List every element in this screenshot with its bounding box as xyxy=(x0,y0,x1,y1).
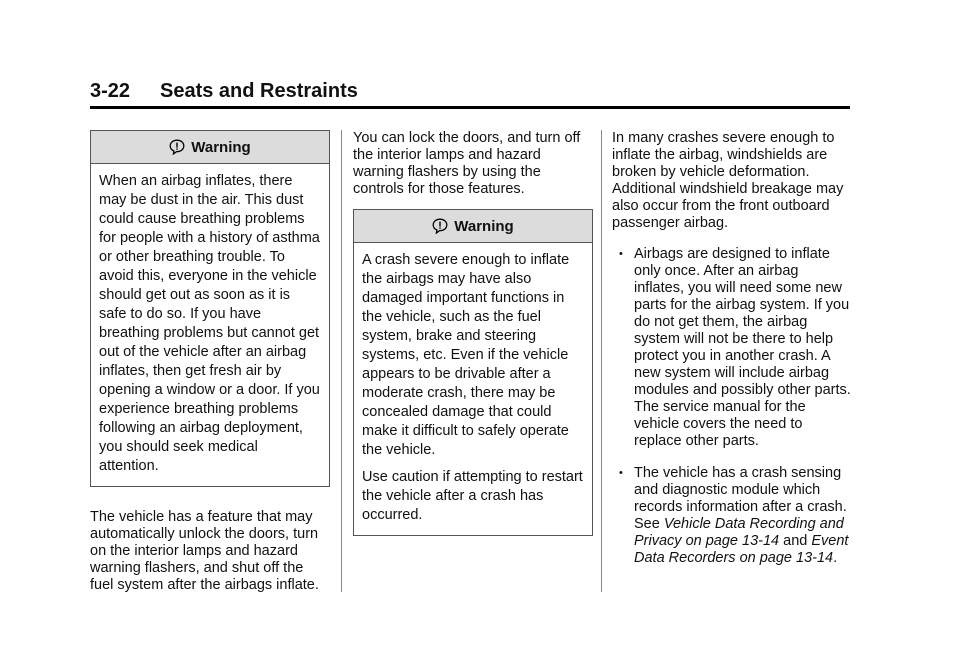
body-paragraph: In many crashes severe enough to inflate the airbag, windshields are broken by vehicle deformation. Additional windshield breakage may also occur from the front outboard passenger airbag. xyxy=(612,130,844,231)
warning-box xyxy=(353,209,593,536)
warning-header xyxy=(91,131,329,164)
page-header xyxy=(90,80,850,109)
warning-title: Warning xyxy=(191,138,251,156)
column-3 xyxy=(612,130,852,582)
conjunction-text: and xyxy=(783,533,808,549)
warning-text: Use caution if attempting to restart the vehicle after a crash has occurred. xyxy=(362,469,583,523)
column-1 xyxy=(90,130,330,594)
warning-title: Warning xyxy=(454,217,514,235)
bullet-list xyxy=(612,246,852,567)
section-title: Seats and Restraints xyxy=(160,80,358,102)
warning-body xyxy=(91,164,329,486)
warning-header xyxy=(354,210,592,243)
bullet-icon: • xyxy=(619,248,623,260)
list-item xyxy=(612,246,852,450)
body-paragraph: You can lock the doors, and turn off the interior lamps and hazard warning flashers by using the controls for those features. xyxy=(353,130,581,197)
warning-text: When an airbag inflates, there may be dust in the air. This dust could cause breathing problems for people with a history of asthma or other breathing trouble. To avoid this, everyone in the vehicle should get out as soon as it is safe to do so. If you have breathing problems but cannot get out of the vehicle after an airbag inflates, then get fresh air by opening a window or a door. If you experience breathing problems following an airbag deployment, you should seek medical attention. xyxy=(99,173,320,474)
column-2 xyxy=(353,130,593,536)
warning-body xyxy=(354,243,592,535)
cross-reference-link[interactable]: Event Data Recorders on page 13-14 xyxy=(634,533,849,566)
bullet-text: Airbags are designed to inflate only once. After an airbag inflates, you will need some new parts for the airbag system. If you do not get them, the airbag system will not be there to help protect you in another crash. A new system will include airbag modules and possibly other parts. The service manual for the vehicle covers the need to replace other parts. xyxy=(634,246,851,449)
body-paragraph: The vehicle has a feature that may automatically unlock the doors, turn on the interior lamps and hazard warning flashers, and shut off the fuel system after the airbags inflate. xyxy=(90,509,319,593)
cross-reference-link[interactable]: Vehicle Data Recording and Privacy on page 13-14 xyxy=(634,516,844,549)
list-item xyxy=(612,465,852,567)
warning-box xyxy=(90,130,330,487)
sentence-end: . xyxy=(833,550,838,566)
warning-text: A crash severe enough to inflate the airbags may have also damaged important functions in the vehicle, such as the fuel system, brake and steering systems, etc. Even if the vehicle appears to be drivable after a moderate crash, there may be concealed damage that could make it difficult to safely operate the vehicle. xyxy=(362,252,570,458)
column-divider xyxy=(341,130,342,592)
bullet-text: The vehicle has a crash sensing and diagnostic module which records information after a crash. See xyxy=(634,465,847,532)
bullet-icon: • xyxy=(619,467,623,479)
warning-bubble-icon xyxy=(432,218,448,234)
warning-bubble-icon xyxy=(169,139,185,155)
page-number: 3-22 xyxy=(90,80,131,102)
column-divider xyxy=(601,130,602,592)
